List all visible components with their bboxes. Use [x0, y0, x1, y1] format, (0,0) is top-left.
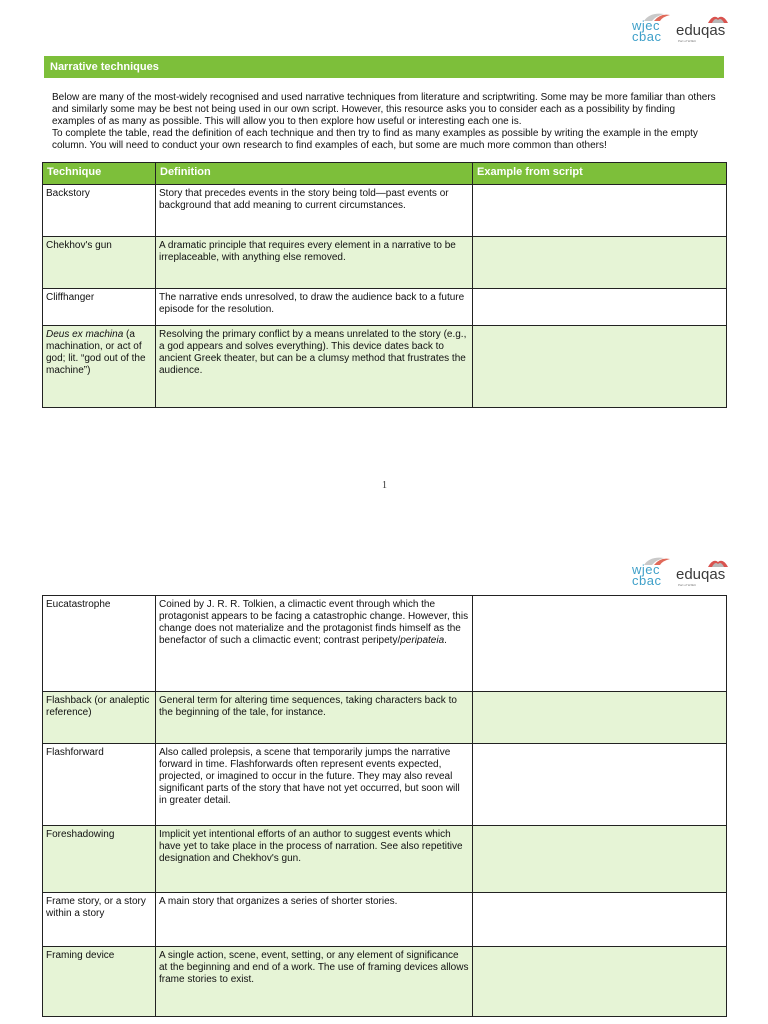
example-cell[interactable] [473, 826, 727, 893]
techniques-table-page-2 [42, 595, 727, 1017]
table-row [43, 692, 727, 744]
technique-cell [43, 326, 156, 408]
eduqas-tagline: Part of WJEC [678, 39, 697, 43]
technique-cell: Eucatastrophe [43, 596, 156, 692]
example-cell[interactable] [473, 893, 727, 947]
table-row [43, 185, 727, 237]
technique-cell: Backstory [43, 185, 156, 237]
cbac-text: cbac [632, 29, 662, 44]
technique-cell: Cliffhanger [43, 289, 156, 326]
definition-end: . [444, 635, 447, 646]
logo-group [632, 556, 732, 586]
table-row [43, 326, 727, 408]
table-row [43, 826, 727, 893]
definition-cell: Implicit yet intentional efforts of an author to suggest events which have yet to take place in the process of narration. See also repetitive designation and Chekhov's gun. [156, 826, 473, 893]
technique-cell: Framing device [43, 947, 156, 1017]
eduqas-logo [676, 12, 732, 42]
table-row [43, 744, 727, 826]
definition-cell: Story that precedes events in the story being told—past events or background that add meaning to current circumstances. [156, 185, 473, 237]
example-cell[interactable] [473, 692, 727, 744]
header-example: Example from script [473, 163, 727, 185]
header-technique: Technique [43, 163, 156, 185]
definition-cell: The narrative ends unresolved, to draw the audience back to a future episode for the resolution. [156, 289, 473, 326]
definition-cell: Resolving the primary conflict by a means unrelated to the story (e.g., a god appears and solves everything). This device dates back to ancient Greek theater, but can be a clumsy method that frustrates the audience. [156, 326, 473, 408]
example-cell[interactable] [473, 326, 727, 408]
page-title: Narrative techniques [44, 56, 724, 78]
logo-group [632, 12, 732, 42]
definition-cell: A dramatic principle that requires every element in a narrative to be irreplaceable, with anything else removed. [156, 237, 473, 289]
technique-cell: Foreshadowing [43, 826, 156, 893]
example-cell[interactable] [473, 289, 727, 326]
table-row [43, 237, 727, 289]
intro-paragraph-2: To complete the table, read the definition of each technique and then try to find as many examples as possible by writing the example in the empty column. You will need to conduct your own research to find examples of each, but some are much more common than others! [52, 128, 698, 151]
page-number: 1 [382, 480, 387, 491]
example-cell[interactable] [473, 185, 727, 237]
wjec-cbac-logo [632, 556, 668, 586]
intro-text [52, 92, 720, 152]
header-definition: Definition [156, 163, 473, 185]
example-cell[interactable] [473, 596, 727, 692]
table-row [43, 947, 727, 1017]
wjec-text: wjec [632, 18, 661, 33]
table-row [43, 289, 727, 326]
definition-main: Coined by J. R. R. Tolkien, a climactic event through which the protagonist appears to be facing a catastrophic change. However, this change does not materialize and the protagonist finds himself as the benefactor of such a climactic event; contrast peripety/ [159, 599, 469, 646]
technique-rest: (a machination, or act of god; lit. “god out of the machine”) [46, 329, 146, 376]
eduqas-text: eduqas [676, 566, 726, 583]
intro-paragraph-1: Below are many of the most-widely recognised and used narrative techniques from literature and scriptwriting. Some may be more familiar than others and similarly some may be best not being used in our own script. However, this resource asks you to consider each as a possibility by finding examples of as many as possible. This will allow you to then explore how useful or interesting each one is. [52, 92, 716, 127]
eduqas-logo [676, 556, 732, 586]
definition-cell: General term for altering time sequences, taking characters back to the beginning of the tale, for instance. [156, 692, 473, 744]
wjec-cbac-logo [632, 12, 668, 42]
technique-italic: Deus ex machina [46, 329, 124, 340]
example-cell[interactable] [473, 237, 727, 289]
technique-cell: Flashback (or analeptic reference) [43, 692, 156, 744]
example-cell[interactable] [473, 744, 727, 826]
technique-cell: Chekhov's gun [43, 237, 156, 289]
definition-cell: Also called prolepsis, a scene that temporarily jumps the narrative forward in time. Flashforwards often represent events expected, projected, or imagined to occur in the future. They may also reveal significant parts of the story that have not yet occurred, but soon will in greater detail. [156, 744, 473, 826]
technique-cell: Flashforward [43, 744, 156, 826]
definition-italic: peripateia [400, 635, 445, 646]
definition-cell: A single action, scene, event, setting, or any element of significance at the beginning and end of a work. The use of framing devices allows frame stories to exist. [156, 947, 473, 1017]
definition-cell: A main story that organizes a series of shorter stories. [156, 893, 473, 947]
technique-cell: Frame story, or a story within a story [43, 893, 156, 947]
example-cell[interactable] [473, 947, 727, 1017]
definition-cell [156, 596, 473, 692]
techniques-table-page-1 [42, 162, 727, 408]
wjec-text: wjec [632, 562, 661, 577]
eduqas-text: eduqas [676, 22, 726, 39]
eduqas-tagline: Part of WJEC [678, 583, 697, 587]
table-row [43, 596, 727, 692]
cbac-text: cbac [632, 573, 662, 588]
table-row [43, 893, 727, 947]
